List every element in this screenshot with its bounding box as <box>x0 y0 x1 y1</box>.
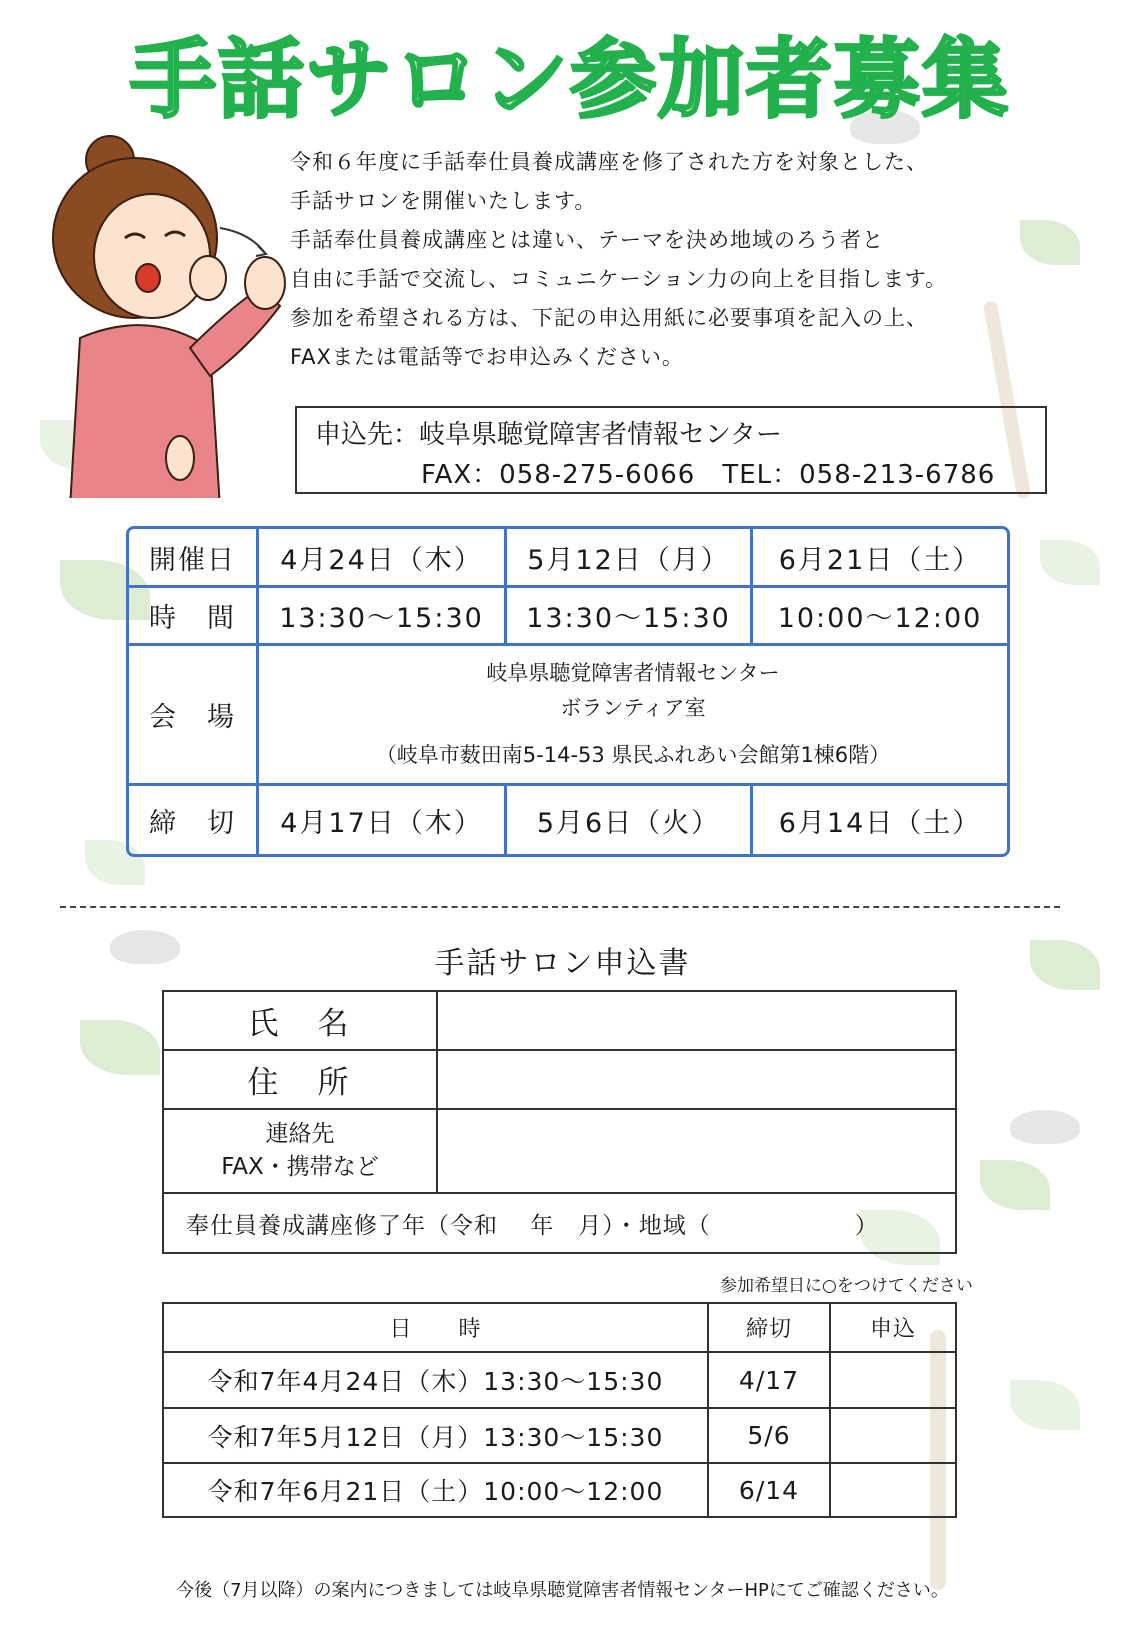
contact-box <box>295 406 1047 494</box>
application-form <box>162 990 957 1254</box>
time-cell: 13:30～15:30 <box>279 603 484 634</box>
apply-row-deadline: 5/6 <box>747 1421 791 1450</box>
leaf-decoration <box>80 1020 160 1075</box>
date-cell: 6月21日（土） <box>778 544 982 576</box>
deadline-cell: 6月14日（土） <box>778 807 982 839</box>
intro-line: 自由に手話で交流し、コミュニケーション力の向上を目指します。 <box>290 267 948 291</box>
apply-checkbox[interactable] <box>831 1409 955 1462</box>
venue-line: ボランティア室 <box>560 696 706 720</box>
intro-line: 令和６年度に手話奉仕員養成講座を修了された方を対象とした、 <box>290 150 928 174</box>
woman-illustration <box>40 128 300 498</box>
apply-header-datetime: 日 時 <box>389 1317 482 1342</box>
apply-row-deadline: 4/17 <box>738 1365 800 1395</box>
venue-line: （岐阜市薮田南5-14-53 県民ふれあい会館第1棟6階） <box>375 743 891 767</box>
time-cell: 13:30～15:30 <box>526 603 731 634</box>
apply-checkbox[interactable] <box>831 1353 955 1407</box>
contact-phone-fax: FAX：058-275-6066 TEL：058-213-6786 <box>421 460 996 490</box>
cut-line <box>60 906 1060 908</box>
venue-label: 会 場 <box>149 702 236 733</box>
apply-row-datetime: 令和7年5月12日（月）13:30～15:30 <box>207 1422 664 1452</box>
date-label: 開催日 <box>149 544 236 576</box>
intro-line: 参加を希望される方は、下記の申込用紙に必要事項を記入の上、 <box>290 306 928 330</box>
venue-line: 岐阜県聴覚障害者情報センター <box>486 661 780 685</box>
address-field[interactable] <box>438 1051 955 1108</box>
contact-label-line: FAX・携帯など <box>221 1154 379 1180</box>
footer-note: 今後（7月以降）の案内につきましては岐阜県聴覚障害者情報センターHPにてご確認ください。 <box>176 1580 949 1601</box>
time-label: 時 間 <box>149 603 236 634</box>
apply-note: 参加希望日に○をつけてください <box>720 1276 973 1296</box>
date-cell: 5月12日（月） <box>527 544 730 576</box>
date-cell: 4月24日（木） <box>280 544 483 576</box>
schedule-table <box>126 526 1010 857</box>
apply-row-datetime: 令和7年4月24日（木）13:30～15:30 <box>207 1367 664 1396</box>
page-title: 手話サロン参加者募集 <box>130 30 1010 130</box>
venue-details <box>259 646 1007 786</box>
apply-row-deadline: 6/14 <box>738 1475 800 1505</box>
intro-line: 手話サロンを開催いたします。 <box>290 189 597 213</box>
apply-table <box>162 1302 957 1518</box>
bird-decoration <box>1010 1110 1080 1144</box>
intro-line: FAXまたは電話等でお申込みください。 <box>290 345 684 369</box>
apply-header-deadline: 締切 <box>745 1317 792 1342</box>
leaf-decoration <box>1010 1380 1080 1430</box>
deadline-cell: 4月17日（木） <box>280 807 483 839</box>
apply-row-datetime: 令和7年6月21日（土）10:00～12:00 <box>207 1477 664 1506</box>
intro-line: 手話奉仕員養成講座とは違い、テーマを決め地域のろう者と <box>290 228 884 252</box>
apply-checkbox[interactable] <box>831 1464 955 1516</box>
leaf-decoration <box>1040 540 1100 585</box>
leaf-decoration <box>980 1160 1050 1210</box>
intro-text <box>290 143 1090 377</box>
deadline-cell: 5月6日（火） <box>536 807 721 839</box>
address-label: 住 所 <box>247 1065 353 1101</box>
contact-label <box>164 1110 436 1192</box>
deadline-label: 締 切 <box>149 807 236 839</box>
course-completion-field[interactable]: 奉仕員養成講座修了年（令和 年 月）・地域（ ） <box>186 1212 879 1239</box>
apply-header-apply: 申込 <box>869 1317 916 1342</box>
contact-label-line: 連絡先 <box>265 1121 335 1147</box>
form-title: 手話サロン申込書 <box>434 946 691 981</box>
name-field[interactable] <box>438 992 955 1049</box>
time-cell: 10:00～12:00 <box>777 603 983 634</box>
name-label: 氏 名 <box>247 1006 353 1042</box>
contact-field[interactable] <box>438 1110 955 1192</box>
contact-destination: 申込先：岐阜県聴覚障害者情報センター <box>315 420 782 450</box>
